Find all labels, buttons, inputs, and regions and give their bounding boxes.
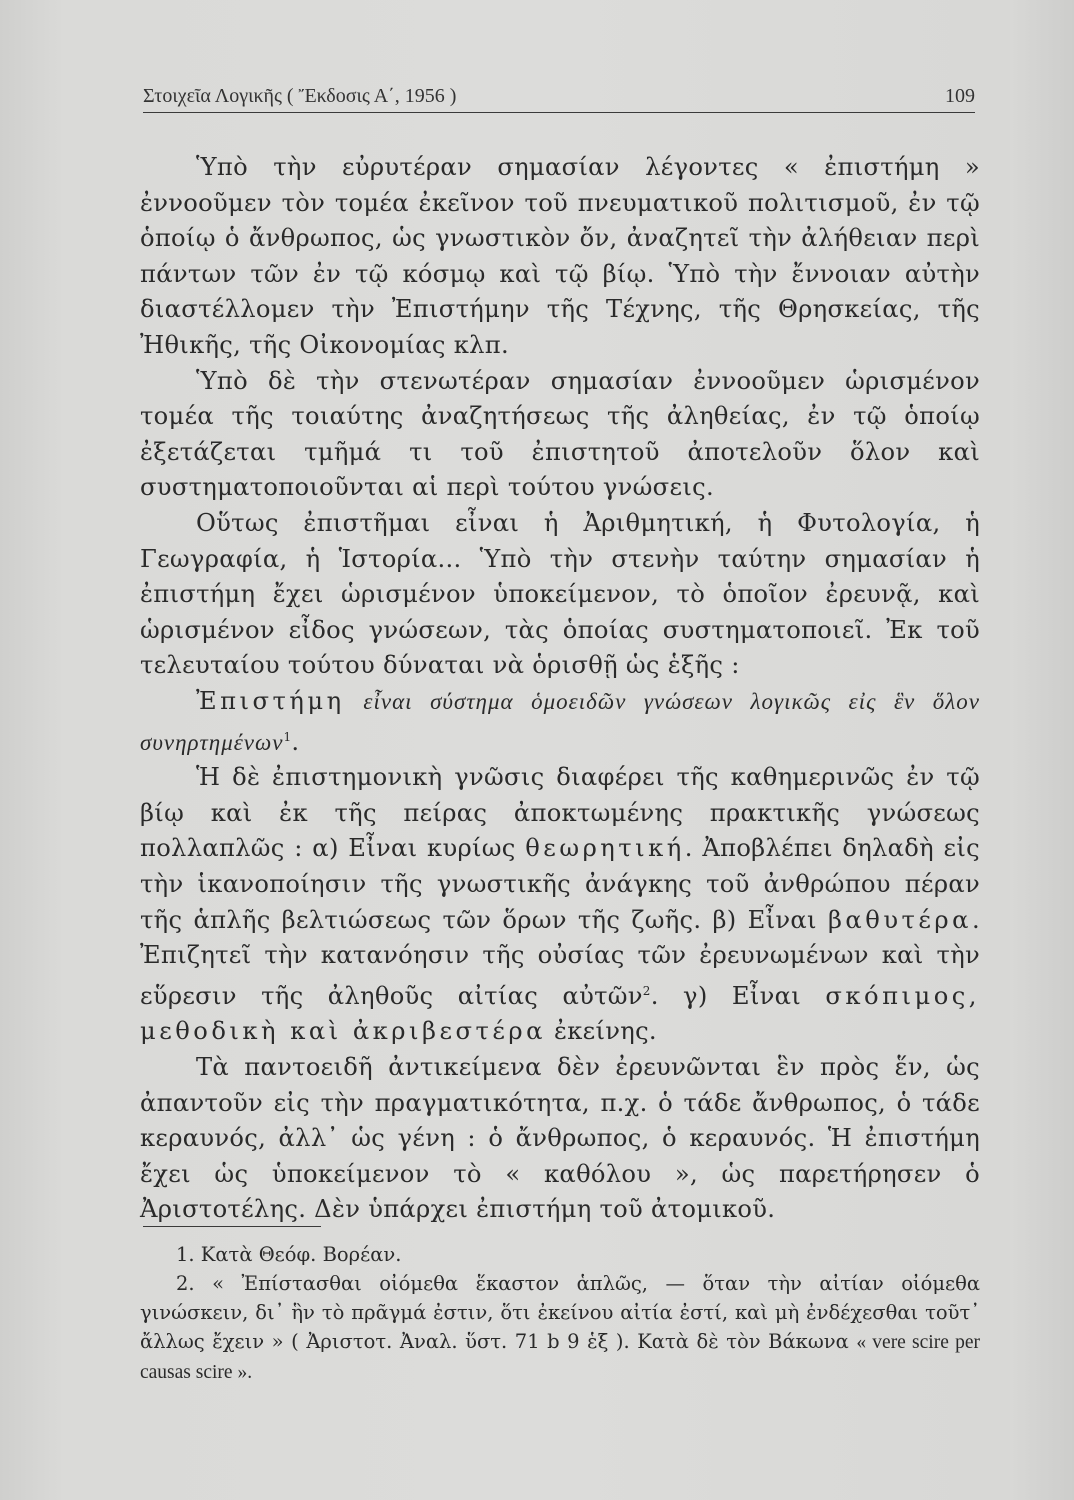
- term-theoretical: θεωρητική: [525, 834, 685, 863]
- footnote-ref-2[interactable]: 2: [642, 983, 651, 998]
- paragraph-1: Ὑπὸ τὴν εὐρυτέραν σημασίαν λέγοντες « ἐπιστήμη » ἐννοοῦμεν τὸν τομέα ἐκεῖνον τοῦ πνευματικοῦ πολιτισμοῦ, ἐν τῷ ὁποίῳ ὁ ἄνθρωπος, ὡς γνωστικὸν ὄν, ἀναζητεῖ τὴν ἀλήθειαν περὶ πάντων τῶν ἐν τῷ κόσμῳ καὶ τῷ βίῳ. Ὑπὸ τὴν ἔννοιαν αὐτὴν διαστέλλομεν τὴν Ἐπιστήμην τῆς Τέχνης, τῆς Θρησκείας, τῆς Ἠθικῆς, τῆς Οἰκονομίας κλπ.: [140, 153, 980, 359]
- page-number: 109: [945, 85, 975, 107]
- running-title: Στοιχεῖα Λογικῆς ( Ἔκδοσις Α΄, 1956 ): [143, 85, 457, 107]
- paragraph-5: [140, 760, 980, 1050]
- footnote-2-latin: « vere scire per causas scire ».: [140, 1332, 980, 1383]
- definition-text: εἶναι σύστημα ὁμοειδῶν γνώσεων λογικῶς εἰς ἓν ὅλον συνηρτημένων: [140, 688, 980, 755]
- footnote-2-greek: 2. « Ἐπίστασθαι οἰόμεθα ἕκαστον ἁπλῶς, — ὅταν τὴν αἰτίαν οἰόμεθα γινώσκειν, δι᾽ ἣν τὸ πρᾶγμά ἐστιν, ὅτι ἐκείνου αἰτία ἐστί, καὶ μὴ ἐνδέχεσθαι τοῦτ᾽ ἄλλως ἔχειν » ( Ἀριστοτ. Ἀναλ. ὕστ. 71 b 9 ἑξ ). Κατὰ δὲ τὸν Βάκωνα: [140, 1272, 980, 1353]
- main-text: [140, 150, 980, 1228]
- footnote-2: [140, 1269, 980, 1387]
- definition-term: Ἐπιστήμη: [196, 686, 345, 715]
- running-header: [143, 85, 975, 113]
- paragraph-6: Τὰ παντοειδῆ ἀντικείμενα δὲν ἐρευνῶνται ἓν πρὸς ἕν, ὡς ἀπαντοῦν εἰς τὴν πραγματικότητα, π.χ. ὁ τάδε ἄνθρωπος, ὁ τάδε κεραυνός, ἀλλ᾽ ὡς γένη : ὁ ἄνθρωπος, ὁ κεραυνός. Ἡ ἐπιστήμη ἔχει ὡς ὑποκείμενον τὸ « καθόλου », ὡς παρετήρησεν ὁ Ἀριστοτέλης. Δὲν ὑπάρχει ἐπιστήμη τοῦ ἀτομικοῦ.: [140, 1052, 980, 1224]
- paragraph-5-part-b: . Ἀποβλέπει δηλαδὴ εἰς τὴν ἱκανοποίησιν τῆς γνωστικῆς ἀνάγκης τοῦ ἀνθρώπου πέραν τῆς ἁπλῆς βελτιώσεως τῶν ὅρων τῆς ζωῆς. β) Εἶναι: [140, 834, 980, 934]
- definition-paragraph: Ἐπιστήμη εἶναι σύστημα ὁμοειδῶν γνώσεων λογικῶς εἰς ἓν ὅλον συνηρτημένων$^1$.: [140, 686, 980, 756]
- paragraph-5-part-d: . γ) Εἶναι: [650, 981, 802, 1010]
- footnote-1: 1. Κατὰ Θεόφ. Βορέαν.: [176, 1243, 402, 1266]
- paragraph-2: Ὑπὸ δὲ τὴν στενωτέραν σημασίαν ἐννοοῦμεν ὡρισμένον τομέα τῆς τοιαύτης ἀναζητήσεως τῆς ἀληθείας, ἐν τῷ ὁποίῳ ἐξετάζεται τμῆμά τι τοῦ ἐπιστητοῦ ἀποτελοῦν ὅλον καὶ συστηματοποιοῦνται αἱ περὶ τούτου γνώσεις.: [140, 366, 980, 502]
- footnote-divider: [143, 1226, 321, 1227]
- term-deeper: βαθυτέρα: [827, 905, 972, 934]
- paragraph-3: Οὕτως ἐπιστῆμαι εἶναι ἡ Ἀριθμητική, ἡ Φυτολογία, ἡ Γεωγραφία, ἡ Ἱστορία... Ὑπὸ τὴν στενὴν ταύτην σημασίαν ἡ ἐπιστήμη ἔχει ὡρισμένον ὑποκείμενον, τὸ ὁποῖον ἐρευνᾷ, καὶ ὡρισμένον εἶδος γνώσεων, τὰς ὁποίας συστηματοποιεῖ. Ἐκ τοῦ τελευταίου τούτου δύναται νὰ ὁρισθῇ ὡς ἑξῆς :: [140, 508, 980, 680]
- paragraph-5-part-a: Ἡ δὲ ἐπιστημονικὴ γνῶσις διαφέρει τῆς καθημερινῶς ἐν τῷ βίῳ καὶ ἐκ τῆς πείρας ἀποκτωμένης πρακτικῆς γνώσεως πολλαπλῶς : α) Εἶναι κυρίως: [140, 763, 980, 863]
- footnote-ref-1[interactable]: 1: [283, 729, 292, 744]
- paragraph-5-part-e: ἐκείνης.: [553, 1017, 657, 1046]
- paragraph-5-part-c: . Ἐπιζητεῖ τὴν κατανόησιν τῆς οὐσίας τῶν ἐρευνωμένων καὶ τὴν εὕρεσιν τῆς ἀληθοῦς αἰτίας αὐτῶν: [140, 905, 980, 1010]
- footnotes: [140, 1240, 980, 1387]
- term-purposeful: σκόπιμος, μεθοδικὴ καὶ ἀκριβεστέρα: [140, 981, 980, 1046]
